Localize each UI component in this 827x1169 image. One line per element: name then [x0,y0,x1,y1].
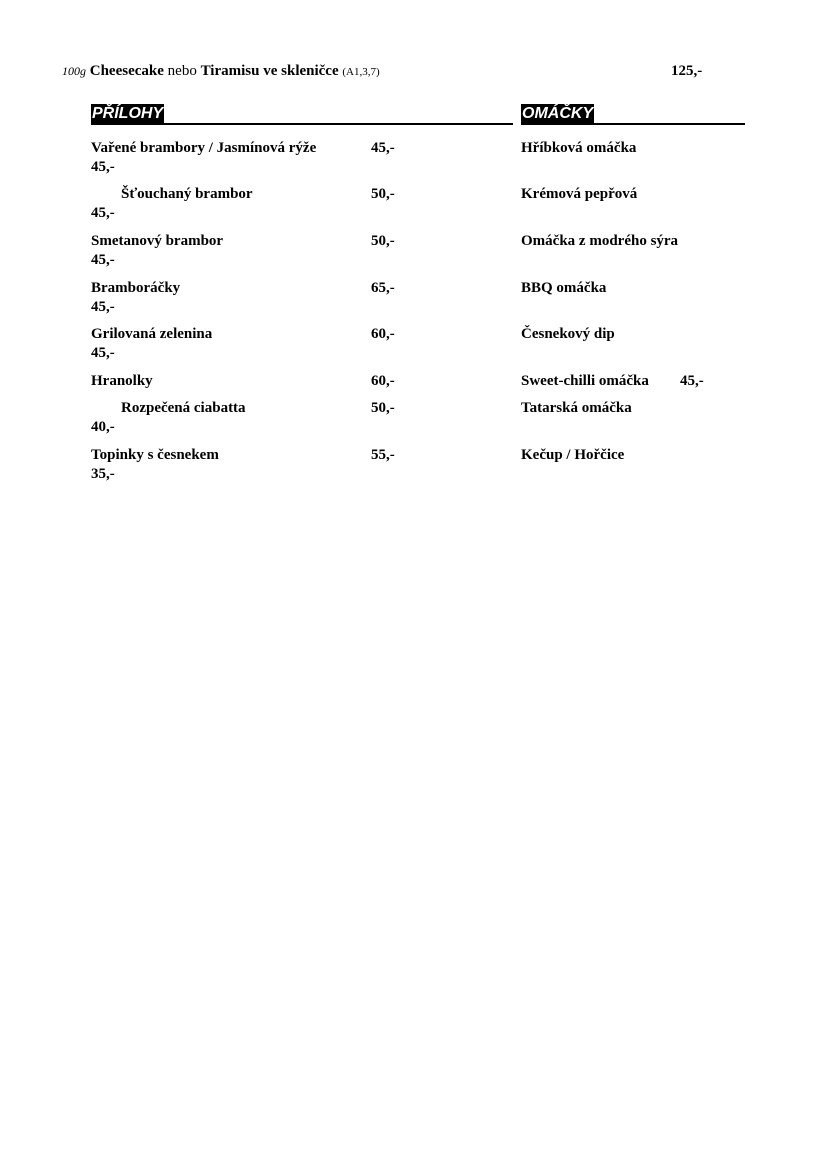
sauce-item-name: Sweet-chilli omáčka [521,373,649,389]
sides-section-rule [91,123,513,125]
side-item-price: 55,- [371,447,395,463]
dessert-weight: 100g [62,64,86,78]
sauce-item-price: 45,- [91,205,115,221]
side-item-name: Bramboráčky [91,280,181,296]
side-item-price: 50,- [371,233,395,249]
side-item-price: 50,- [371,400,395,416]
sauce-item-name: Omáčka z modrého sýra [521,233,679,249]
sauce-item-name: Krémová pepřová [521,186,638,202]
sauce-item-name: Tatarská omáčka [521,400,632,416]
sauce-item-price: 40,- [91,419,115,435]
sauce-item-name: Kečup / Hořčice [521,447,625,463]
dessert-allergens: (A1,3,7) [342,66,380,78]
side-item-name: Vařené brambory / Jasmínová rýže [91,140,317,156]
dessert-price: 125,- [671,63,703,79]
sides-section-title: PŘÍLOHY [92,105,164,122]
side-item-price: 45,- [371,140,395,156]
sauce-item-price: 45,- [91,159,115,175]
sauce-item-price: 45,- [91,252,115,268]
dessert-name-1: Cheesecake [89,63,164,79]
side-item-price: 60,- [371,326,395,342]
sauce-item-price: 45,- [91,345,115,361]
side-item-price: 60,- [371,373,395,389]
dessert-name-2: Tiramisu ve skleničce [200,63,339,79]
dessert-item [62,62,380,81]
sauce-item-price: 35,- [91,466,115,482]
side-item-price: 50,- [371,186,395,202]
side-item-name: Topinky s česnekem [91,447,219,463]
sauce-item-name: Hříbková omáčka [521,140,637,156]
side-item-name: Rozpečená ciabatta [121,400,246,416]
sauce-item-price: 45,- [680,373,704,389]
dessert-conjunction: nebo [167,63,197,79]
side-item-name: Šťouchaný brambor [121,186,253,202]
sauce-item-name: BBQ omáčka [521,280,607,296]
side-item-name: Grilovaná zelenina [91,326,213,342]
sauces-section-rule [521,123,745,125]
side-item-name: Hranolky [91,373,153,389]
sauce-item-name: Česnekový dip [521,326,615,342]
sauces-section-title: OMÁČKY [522,105,594,122]
side-item-price: 65,- [371,280,395,296]
side-item-name: Smetanový brambor [91,233,224,249]
sauce-item-price: 45,- [91,299,115,315]
